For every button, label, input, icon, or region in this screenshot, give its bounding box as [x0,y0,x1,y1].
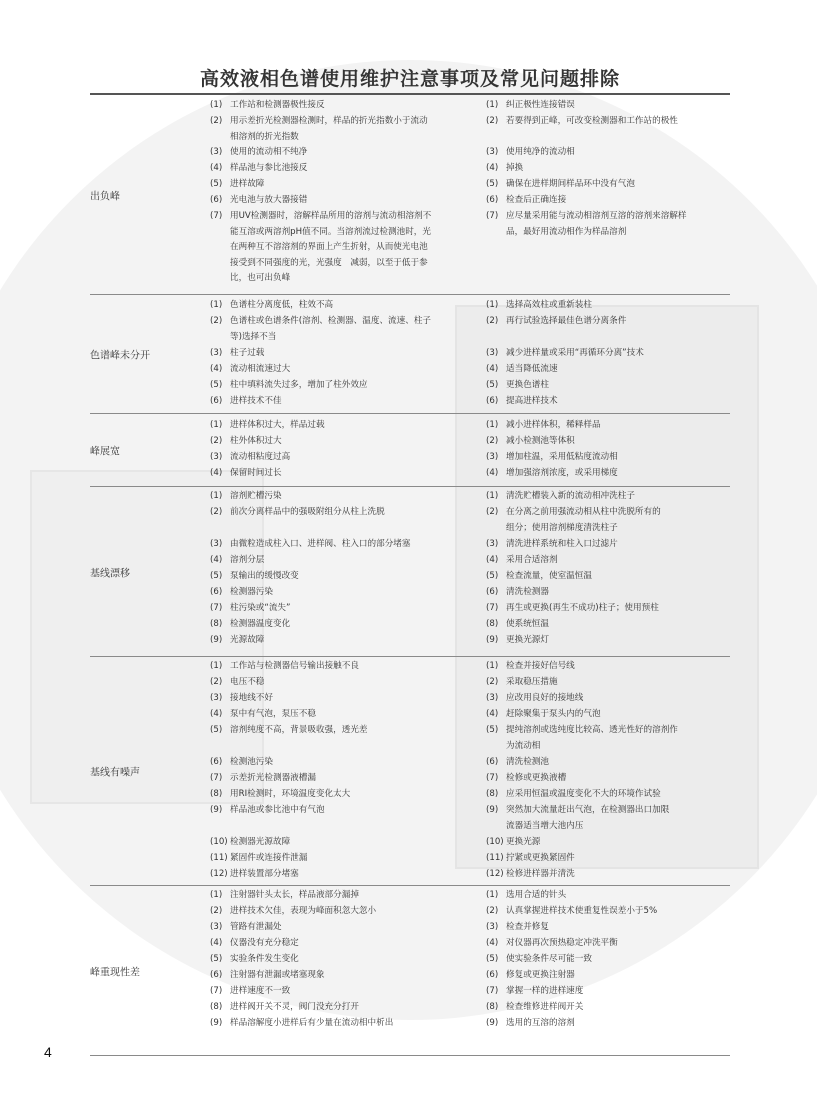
item-number: (2) [486,116,499,126]
fix-item [486,771,730,787]
item-text: 进样速度不一致 [230,986,291,996]
item-number: (3) [210,452,223,462]
item-number: (7) [210,986,223,996]
item-number: (2) [486,507,499,517]
cause-item [210,601,480,617]
item-number: (7) [486,773,499,783]
fix-item [486,867,730,883]
item-number: (7) [486,603,499,613]
item-text: 应改用良好的接地线 [506,693,584,703]
item-text: 检测器温度变化 [230,619,291,629]
fix-item [486,362,730,378]
fix-item [486,835,730,851]
item-text: 流动相流速过大 [230,364,291,374]
cause-item [210,177,480,193]
item-text: 检查并接好信号线 [506,661,575,671]
cause-item [210,851,480,867]
item-number: (5) [486,725,499,735]
item-text: 增加柱温，采用低粘度流动相 [506,452,618,462]
fix-item [486,161,730,177]
item-number: (3) [486,539,499,549]
fix-item [486,489,730,505]
item-number: (6) [210,970,223,980]
item-text: 进样技术不佳 [230,396,282,406]
item-text: 检查维修进样阀开关 [506,1002,584,1012]
section-label: 基线有噪声 [90,767,140,779]
cause-item [210,378,480,394]
item-text: 掌握一样的进样速度 [506,986,584,996]
item-text: 应采用恒温或温度变化不大的环境作试验 [506,789,661,799]
item-number: (4) [210,163,223,173]
cause-item [210,755,480,771]
item-number: (4) [210,555,223,565]
section-label: 出负峰 [90,191,120,203]
item-number: (6) [486,396,499,406]
item-number: (4) [486,709,499,719]
item-text: 检测池污染 [230,757,273,767]
item-number: (1) [486,300,499,310]
item-text: 光电池与放大器接错 [230,195,308,205]
item-text: 用示差折光检测器检测时，样品的折光指数小于流动 相溶剂的折光指数 [230,116,428,142]
cause-item [210,114,480,142]
item-text: 检测器光源故障 [230,837,291,847]
item-text: 清洗进样系统和柱入口过滤片 [506,539,618,549]
item-text: 纠正极性连接错误 [506,100,575,110]
item-text: 接地线不好 [230,693,273,703]
fix-item [486,466,730,482]
item-number: (1) [486,420,499,430]
fix-item [486,314,730,330]
item-number: (2) [486,436,499,446]
item-text: 示差折光检测器液槽漏 [230,773,316,783]
item-number: (4) [210,468,223,478]
fix-item [486,787,730,803]
fix-item [486,505,730,533]
cause-item [210,466,480,482]
item-text: 清洗检测器 [506,587,549,597]
item-number: (5) [210,571,223,581]
fix-item [486,755,730,771]
item-number: (2) [210,116,223,126]
item-text: 再行试验选择最佳色谱分离条件 [506,316,627,326]
fix-item [486,569,730,585]
item-text: 管路有泄漏处 [230,922,282,932]
item-text: 进样装置部分堵塞 [230,869,299,879]
cause-item [210,835,480,851]
item-text: 更换光源灯 [506,635,549,645]
fix-item [486,936,730,952]
fix-item [486,298,730,314]
item-text: 柱外体积过大 [230,436,282,446]
item-text: 减小检测池等体积 [506,436,575,446]
item-number: (9) [486,635,499,645]
cause-item [210,633,480,649]
fix-item [486,434,730,450]
cause-item [210,803,480,819]
item-text: 使系统恒温 [506,619,549,629]
cause-item [210,1016,480,1032]
fix-item [486,553,730,569]
item-number: (5) [210,954,223,964]
item-text: 赶除聚集于泵头内的气泡 [506,709,601,719]
fix-item [486,920,730,936]
item-text: 对仪器再次预热稳定冲洗平衡 [506,938,618,948]
cause-item [210,346,480,362]
cause-item [210,193,480,209]
item-number: (3) [486,693,499,703]
troubleshooting-table [90,96,730,1056]
item-text: 注射器针头太长，样品液部分漏掉 [230,890,359,900]
item-text: 提纯溶剂或选纯度比较高、透光性好的溶剂作 为流动相 [506,725,678,751]
item-number: (3) [486,922,499,932]
item-number: (2) [486,677,499,687]
page-title: 高效液相色谱使用维护注意事项及常见问题排除 [199,68,620,90]
item-number: (5) [210,380,223,390]
item-text: 检查流量，使室温恒温 [506,571,592,581]
item-text: 使用纯净的流动相 [506,147,575,157]
item-number: (9) [486,805,499,815]
item-text: 进样阀开关不灵，阀门没充分打开 [230,1002,359,1012]
fix-item [486,888,730,904]
item-text: 确保在进样期间样品环中没有气泡 [506,179,635,189]
cause-item [210,952,480,968]
cause-item [210,434,480,450]
fix-item [486,633,730,649]
fix-item [486,98,730,114]
item-text: 清洗贮槽装入新的流动相冲洗柱子 [506,491,635,501]
fix-item [486,450,730,466]
item-number: (2) [210,316,223,326]
item-number: (5) [486,380,499,390]
item-text: 提高进样技术 [506,396,558,406]
item-text: 检测器污染 [230,587,273,597]
cause-item [210,707,480,723]
item-number: (3) [210,539,223,549]
fix-item [486,968,730,984]
item-number: (8) [486,1002,499,1012]
fix-item [486,346,730,362]
item-number: (9) [210,635,223,645]
item-text: 进样故障 [230,179,265,189]
item-number: (6) [486,587,499,597]
cause-item [210,298,480,314]
cause-item [210,161,480,177]
item-text: 保留时间过长 [230,468,282,478]
item-text: 减少进样量或采用“再循环分离”技术 [506,348,644,358]
cause-item [210,98,480,114]
item-text: 溶剂贮槽污染 [230,491,282,501]
cause-item [210,418,480,434]
item-text: 柱污染或“流失” [230,603,291,613]
item-text: 更换光源 [506,837,541,847]
section-label: 基线漂移 [90,568,130,579]
fix-item [486,114,730,130]
item-number: (6) [486,757,499,767]
cause-item [210,867,480,883]
fix-item [486,691,730,707]
item-number: (3) [486,348,499,358]
item-number: (9) [210,1018,223,1028]
item-text: 用UV检测器时，溶解样品所用的溶剂与流动相溶剂不 能互溶或两溶剂pH值不同。当溶剂流过检测池时，光 在两种互不溶溶剂的界面上产生折射，从而使光电池 接受到不同强度的光，光强度 减弱，以至于低于参 比，也可出负峰 [230,211,432,283]
item-text: 电压不稳 [230,677,265,687]
item-number: (3) [210,922,223,932]
item-text: 突然加大流量赶出气泡，在检测器出口加限 流器适当增大池内压 [506,805,670,831]
item-number: (6) [210,757,223,767]
cause-item [210,617,480,633]
item-number: (2) [486,906,499,916]
item-text: 检查后正确连接 [506,195,567,205]
item-number: (8) [486,789,499,799]
item-text: 拧紧或更换紧固件 [506,853,575,863]
item-text: 前次分离样品中的强吸附组分从柱上洗脱 [230,507,385,517]
fix-item [486,659,730,675]
item-number: (7) [486,986,499,996]
item-number: (1) [210,491,223,501]
fix-item [486,851,730,867]
item-text: 认真掌握进样技术使重复性误差小于5% [506,906,658,916]
cause-item [210,675,480,691]
item-text: 工作站与检测器信号输出接触不良 [230,661,359,671]
cause-item [210,968,480,984]
fix-item [486,177,730,193]
item-number: (2) [210,436,223,446]
item-text: 泵输出的缓慢改变 [230,571,299,581]
item-number: (4) [486,555,499,565]
item-text: 泵中有气泡，泵压不稳 [230,709,316,719]
cause-item [210,723,480,739]
item-text: 实验条件发生变化 [230,954,299,964]
fix-item [486,1000,730,1016]
item-text: 注射器有泄漏或堵塞现象 [230,970,325,980]
cause-item [210,362,480,378]
cause-item [210,771,480,787]
item-number: (2) [486,316,499,326]
item-text: 增加强溶剂浓度，或采用梯度 [506,468,618,478]
item-text: 样品池或参比池中有气泡 [230,805,325,815]
item-text: 应尽量采用能与流动相溶剂互溶的溶剂来溶解样 品，最好用流动相作为样品溶剂 [506,211,687,237]
cause-item [210,585,480,601]
item-text: 掉换 [506,163,524,173]
item-text: 减小进样体积，稀释样品 [506,420,601,430]
section-row [90,96,730,295]
item-number: (1) [210,661,223,671]
item-number: (7) [486,211,499,221]
item-text: 采用合适溶剂 [506,555,558,565]
item-text: 修复或更换注射器 [506,970,575,980]
item-text: 检修进样器并清洗 [506,869,575,879]
cause-item [210,888,480,904]
fix-item [486,1016,730,1032]
section-row [90,295,730,414]
item-number: (6) [486,195,499,205]
cause-item [210,936,480,952]
item-number: (6) [210,587,223,597]
fix-item [486,707,730,723]
item-text: 柱子过载 [230,348,265,358]
item-number: (7) [210,603,223,613]
cause-item [210,505,480,521]
item-text: 进样体积过大，样品过载 [230,420,325,430]
item-number: (3) [486,147,499,157]
cause-item [210,394,480,410]
item-number: (4) [486,938,499,948]
item-text: 选用合适的针头 [506,890,567,900]
item-number: (6) [210,396,223,406]
item-number: (10) [486,837,504,847]
item-number: (4) [486,468,499,478]
item-number: (1) [210,300,223,310]
item-number: (2) [210,906,223,916]
item-number: (12) [486,869,504,879]
item-number: (5) [210,725,223,735]
item-text: 更换色谱柱 [506,380,549,390]
cause-item [210,569,480,585]
fix-item [486,394,730,410]
cause-item [210,314,480,342]
item-text: 使实验条件尽可能一致 [506,954,592,964]
section-row [90,657,730,886]
item-text: 选择高效柱或重新装柱 [506,300,592,310]
cause-item [210,145,480,161]
fix-item [486,418,730,434]
cause-item [210,553,480,569]
item-text: 溶剂纯度不高，背景吸收强，透光差 [230,725,368,735]
item-number: (5) [486,179,499,189]
fix-item [486,193,730,209]
fix-item [486,537,730,553]
cause-item [210,489,480,505]
item-number: (3) [210,147,223,157]
cause-item [210,984,480,1000]
item-text: 紧固件或连接件泄漏 [230,853,308,863]
item-number: (8) [210,789,223,799]
cause-item [210,920,480,936]
item-text: 选用的互溶的溶剂 [506,1018,575,1028]
item-number: (10) [210,837,228,847]
section-label: 色谱峰未分开 [90,350,150,362]
cause-item [210,1000,480,1016]
item-number: (6) [486,970,499,980]
item-number: (6) [210,195,223,205]
item-text: 用RI检测时，环境温度变化太大 [230,789,351,799]
item-text: 清洗检测池 [506,757,549,767]
item-text: 再生或更换(再生不成功)柱子；使用预柱 [506,603,659,613]
item-number: (1) [486,491,499,501]
item-number: (5) [486,954,499,964]
cause-item [210,691,480,707]
item-text: 光源故障 [230,635,265,645]
item-number: (4) [210,938,223,948]
item-text: 若要得到正峰，可改变检测器和工作站的极性 [506,116,678,126]
item-text: 柱中填料流失过多，增加了柱外效应 [230,380,368,390]
item-number: (1) [486,661,499,671]
item-text: 色谱柱或色谱条件(溶剂、检测器、温度、流速、柱子 等)选择不当 [230,316,432,342]
item-text: 由微粒造成柱入口、进样阀、柱入口的部分堵塞 [230,539,411,549]
fix-item [486,378,730,394]
item-number: (1) [210,100,223,110]
section-label: 峰展宽 [90,446,120,458]
item-text: 样品池与参比池接反 [230,163,308,173]
fix-item [486,617,730,633]
section-row [90,487,730,657]
fix-item [486,803,730,831]
item-number: (11) [210,853,228,863]
item-text: 仪器没有充分稳定 [230,938,299,948]
item-text: 使用的流动相不纯净 [230,147,308,157]
section-row [90,886,730,1056]
item-number: (5) [486,571,499,581]
item-number: (8) [210,1002,223,1012]
item-number: (1) [210,420,223,430]
cause-item [210,450,480,466]
fix-item [486,904,730,920]
item-number: (12) [210,869,228,879]
item-text: 溶剂分层 [230,555,265,565]
item-text: 色谱柱分离度低，柱效不高 [230,300,334,310]
item-number: (2) [210,677,223,687]
fix-item [486,952,730,968]
item-number: (9) [486,1018,499,1028]
item-number: (9) [210,805,223,815]
item-text: 在分离之前用强流动相从柱中洗脱所有的 组分；使用溶剂梯度清洗柱子 [506,507,661,533]
item-number: (1) [486,890,499,900]
item-number: (8) [210,619,223,629]
item-number: (2) [210,507,223,517]
section-label: 峰重现性差 [90,967,140,978]
item-number: (11) [486,853,504,863]
item-number: (4) [210,364,223,374]
fix-item [486,984,730,1000]
item-number: (3) [210,693,223,703]
item-text: 进样技术欠佳，表现为峰面积忽大忽小 [230,906,377,916]
fix-item [486,145,730,161]
item-number: (3) [210,348,223,358]
item-number: (3) [486,452,499,462]
item-number: (7) [210,773,223,783]
cause-item [210,537,480,553]
fix-item [486,723,730,751]
cause-item [210,787,480,803]
fix-item [486,601,730,617]
item-number: (1) [210,890,223,900]
item-text: 检查并修复 [506,922,549,932]
item-number: (4) [486,364,499,374]
item-number: (7) [210,211,223,221]
item-text: 工作站和检测器极性接反 [230,100,325,110]
item-text: 采取稳压措施 [506,677,558,687]
cause-item [210,659,480,675]
item-text: 检修或更换液槽 [506,773,567,783]
fix-item [486,675,730,691]
page-number: 4 [44,1044,52,1060]
fix-item [486,209,730,237]
item-number: (5) [210,179,223,189]
item-number: (4) [210,709,223,719]
item-text: 适当降低流速 [506,364,558,374]
cause-item [210,904,480,920]
section-row [90,414,730,487]
item-number: (1) [486,100,499,110]
item-number: (8) [486,619,499,629]
fix-item [486,585,730,601]
cause-item [210,209,480,283]
item-text: 样品溶解度小进样后有少量在流动相中析出 [230,1018,394,1028]
title-divider [90,93,730,95]
item-text: 流动相粘度过高 [230,452,291,462]
item-number: (4) [486,163,499,173]
